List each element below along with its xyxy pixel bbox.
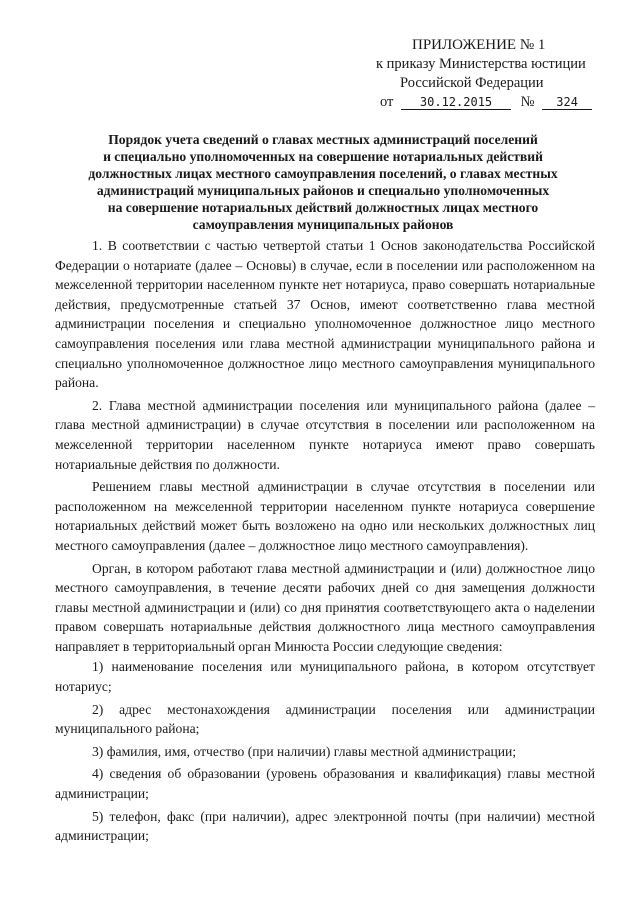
document-body (55, 236, 595, 849)
heading-line: Порядок учета сведений о главах местных администраций поселений (108, 132, 538, 147)
date-prefix: от (380, 94, 394, 110)
list-item-5: 5) телефон, факс (при наличии), адрес электронной почты (при наличии) местной администрации; (55, 808, 595, 844)
heading-line: на совершение нотариальных действий должностных лицах местного (107, 200, 539, 215)
paragraph-1: 1. В соответствии с частью четвертой статьи 1 Основ законодательства Российской Федерации о нотариате (далее – Основы) в случае, если в поселении или расположенном на межселенной территории населенном пункте нет нотариуса, право совершать нотариальные действия, предусмотренные статьей 37 Основ, имеют соответственно глава местной администрации поселения и специально уполномоченное должностное лицо местного самоуправления поселения или глава местной администрации муниципального района и специально уполномоченное должностное лицо местного самоуправления муниципального района. (55, 238, 595, 391)
appendix-order-line: к приказу Министерства юстиции (376, 56, 586, 72)
heading-line: и специально уполномоченных на совершение нотариальных действий (103, 149, 543, 164)
appendix-date-line (372, 93, 612, 112)
heading-line: самоуправления муниципальных районов (192, 217, 454, 232)
order-date: 30.12.2015 (401, 95, 511, 110)
appendix-title: ПРИЛОЖЕНИЕ № 1 (412, 37, 546, 53)
order-number: 324 (542, 95, 592, 110)
number-prefix: № (520, 94, 535, 110)
heading-line: администраций муниципальных районов и специально уполномоченных (96, 183, 550, 198)
list-item-2: 2) адрес местонахождения администрации поселения или администрации муниципального района; (55, 701, 595, 737)
list-item-3: 3) фамилия, имя, отчество (при наличии) главы местной администрации; (92, 743, 517, 759)
heading-line: должностных лицах местного самоуправления поселений, о главах местных (88, 166, 558, 181)
paragraph-decision: Решением главы местной администрации в случае отсутствия в поселении или расположенном на межселенной территории населенном пункте нотариуса совершение нотариальных действий может быть возложено на одно или нескольких должностных лиц местного самоуправления (далее – должностное лицо местного самоуправления). (55, 479, 595, 553)
paragraph-organ: Орган, в котором работают глава местной администрации и (или) должностное лицо местного самоуправления, в течение десяти рабочих дней со дня замещения должности главы местной администрации и (или) со дня принятия соответствующего акта о наделении правом совершать нотариальные действия должностного лица местного самоуправления направляет в территориальный орган Минюста России следующие сведения: (55, 560, 595, 654)
paragraph-2: 2. Глава местной администрации поселения или муниципального района (далее – глава местной администрации) в случае отсутствия в поселении или расположенном на межселенной территории населенном пункте нотариуса имеют право совершать нотариальные действия по должности. (55, 397, 595, 472)
appendix-federation-line: Российской Федерации (400, 75, 544, 91)
list-item-1: 1) наименование поселения или муниципального района, в котором отсутствует нотариус; (55, 659, 595, 695)
list-item-4: 4) сведения об образовании (уровень образования и квалификация) главы местной администрации; (55, 766, 595, 802)
document-heading (80, 131, 566, 233)
appendix-block (372, 36, 612, 112)
